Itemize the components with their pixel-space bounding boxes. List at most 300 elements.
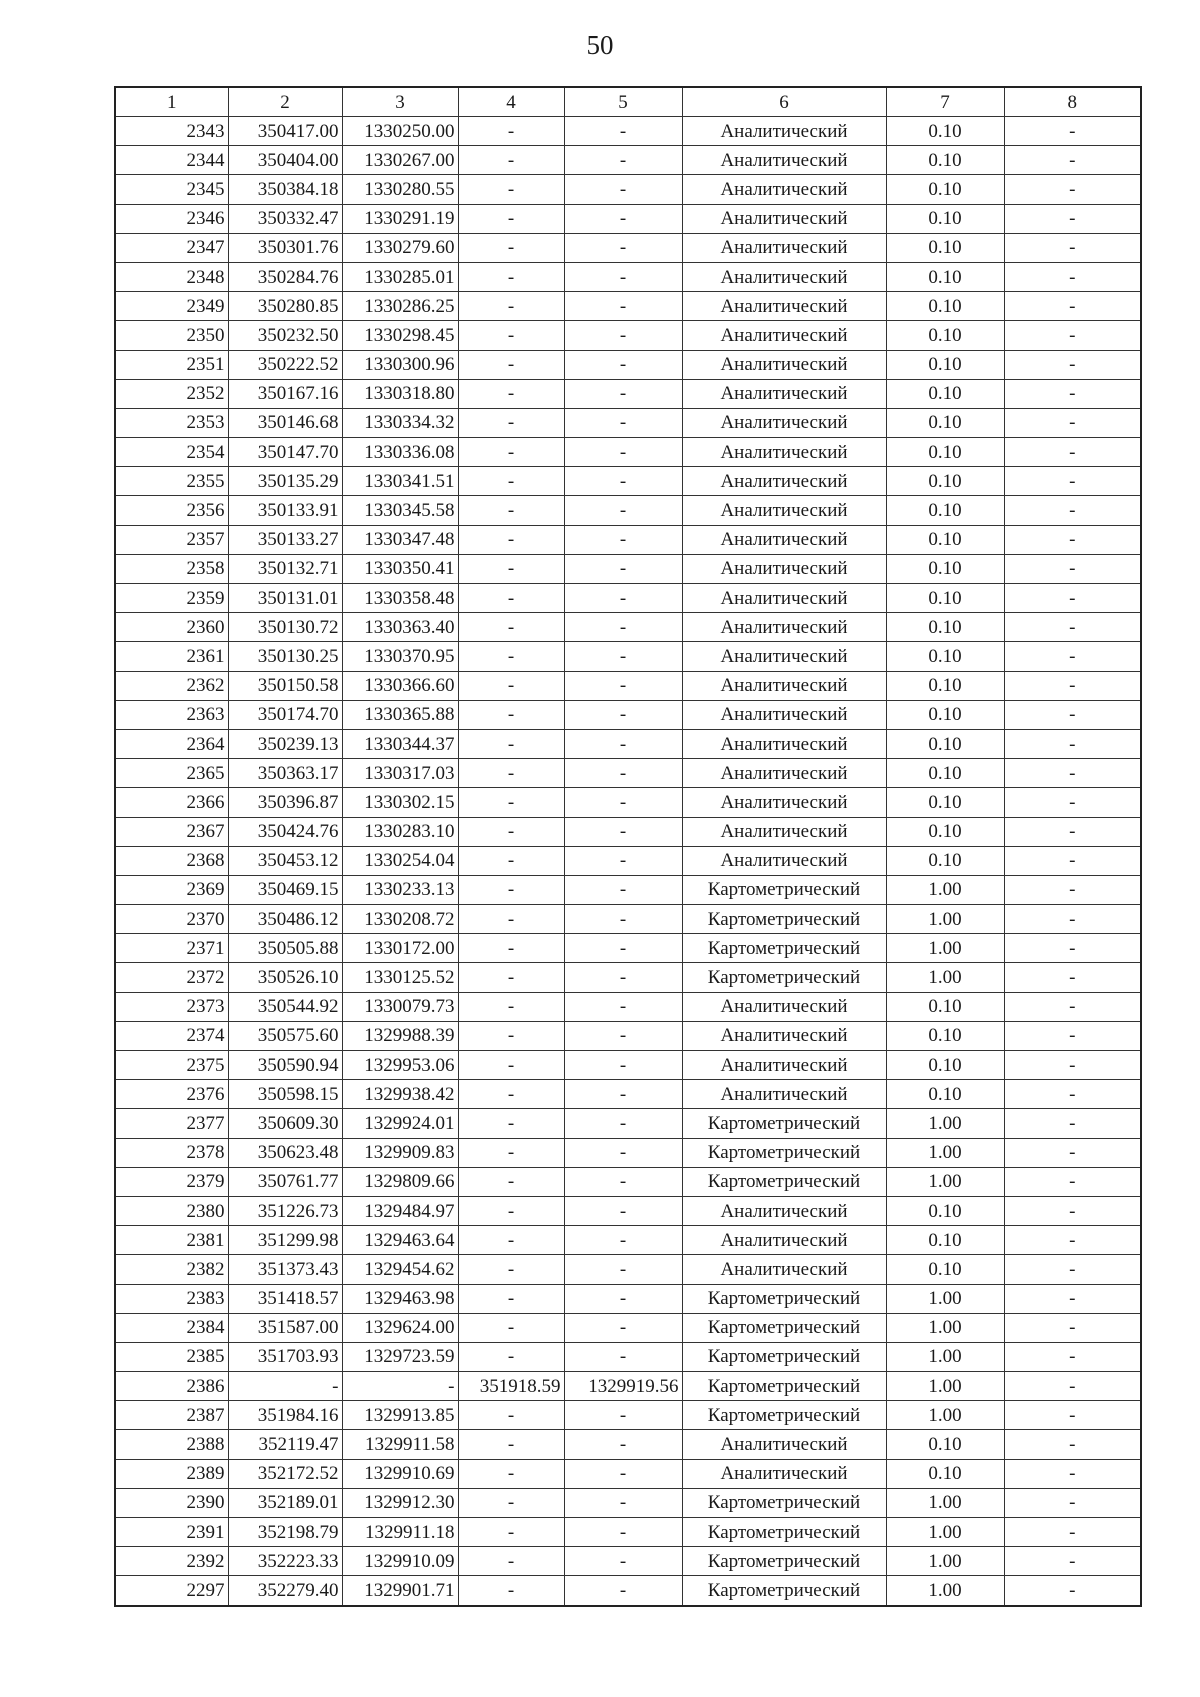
x-coordinate-cell: 350544.92 (228, 992, 342, 1021)
x-alt-coordinate-cell: - (458, 496, 564, 525)
x-alt-coordinate-cell: - (458, 1226, 564, 1255)
method-cell: Аналитический (682, 1459, 886, 1488)
x-coordinate-cell: 351299.98 (228, 1226, 342, 1255)
y-coordinate-cell: 1330208.72 (342, 905, 458, 934)
method-cell: Картометрический (682, 1342, 886, 1371)
x-alt-coordinate-cell: - (458, 175, 564, 204)
note-cell: - (1004, 817, 1141, 846)
point-number-cell: 2369 (115, 875, 228, 904)
point-number-cell: 2392 (115, 1547, 228, 1576)
accuracy-cell: 1.00 (886, 1488, 1004, 1517)
y-coordinate-cell: 1330291.19 (342, 204, 458, 233)
y-alt-coordinate-cell: - (564, 1226, 682, 1255)
table-row (115, 729, 1141, 758)
accuracy-cell: 0.10 (886, 1080, 1004, 1109)
table-row (115, 1226, 1141, 1255)
method-cell: Аналитический (682, 817, 886, 846)
table-row (115, 467, 1141, 496)
x-coordinate-cell: 351373.43 (228, 1255, 342, 1284)
accuracy-cell: 0.10 (886, 496, 1004, 525)
note-cell: - (1004, 700, 1141, 729)
method-cell: Картометрический (682, 1138, 886, 1167)
method-cell: Картометрический (682, 934, 886, 963)
accuracy-cell: 0.10 (886, 729, 1004, 758)
point-number-cell: 2351 (115, 350, 228, 379)
x-coordinate-cell: 350132.71 (228, 554, 342, 583)
method-cell: Картометрический (682, 1547, 886, 1576)
y-coordinate-cell: 1330172.00 (342, 934, 458, 963)
y-alt-coordinate-cell: - (564, 1021, 682, 1050)
x-alt-coordinate-cell: - (458, 875, 564, 904)
y-alt-coordinate-cell: - (564, 1488, 682, 1517)
point-number-cell: 2387 (115, 1401, 228, 1430)
method-cell: Картометрический (682, 875, 886, 904)
x-coordinate-cell: 350239.13 (228, 729, 342, 758)
y-coordinate-cell: 1329924.01 (342, 1109, 458, 1138)
point-number-cell: 2366 (115, 788, 228, 817)
y-alt-coordinate-cell: - (564, 467, 682, 496)
accuracy-cell: 0.10 (886, 379, 1004, 408)
x-coordinate-cell: 350575.60 (228, 1021, 342, 1050)
y-coordinate-cell: 1330363.40 (342, 613, 458, 642)
point-number-cell: 2349 (115, 292, 228, 321)
y-alt-coordinate-cell: - (564, 1284, 682, 1313)
accuracy-cell: 0.10 (886, 146, 1004, 175)
x-alt-coordinate-cell: - (458, 642, 564, 671)
y-alt-coordinate-cell: - (564, 292, 682, 321)
x-coordinate-cell: 350280.85 (228, 292, 342, 321)
method-cell: Аналитический (682, 292, 886, 321)
accuracy-cell: 0.10 (886, 1459, 1004, 1488)
column-header: 5 (564, 87, 682, 117)
y-alt-coordinate-cell: - (564, 963, 682, 992)
method-cell: Аналитический (682, 1430, 886, 1459)
x-coordinate-cell: 350150.58 (228, 671, 342, 700)
x-alt-coordinate-cell: - (458, 262, 564, 291)
note-cell: - (1004, 525, 1141, 554)
y-alt-coordinate-cell: - (564, 992, 682, 1021)
y-alt-coordinate-cell: - (564, 700, 682, 729)
table-row (115, 759, 1141, 788)
note-cell: - (1004, 846, 1141, 875)
method-cell: Картометрический (682, 905, 886, 934)
point-number-cell: 2385 (115, 1342, 228, 1371)
table-row (115, 1342, 1141, 1371)
note-cell: - (1004, 438, 1141, 467)
x-alt-coordinate-cell: - (458, 1196, 564, 1225)
y-coordinate-cell: 1330279.60 (342, 233, 458, 262)
y-coordinate-cell: 1330345.58 (342, 496, 458, 525)
table-row (115, 1401, 1141, 1430)
y-coordinate-cell: 1329988.39 (342, 1021, 458, 1050)
accuracy-cell: 0.10 (886, 846, 1004, 875)
note-cell: - (1004, 233, 1141, 262)
method-cell: Аналитический (682, 1051, 886, 1080)
table-row (115, 146, 1141, 175)
y-alt-coordinate-cell: - (564, 554, 682, 583)
y-coordinate-cell: 1329463.64 (342, 1226, 458, 1255)
point-number-cell: 2381 (115, 1226, 228, 1255)
y-coordinate-cell: 1330347.48 (342, 525, 458, 554)
method-cell: Аналитический (682, 788, 886, 817)
x-alt-coordinate-cell: - (458, 204, 564, 233)
method-cell: Аналитический (682, 759, 886, 788)
note-cell: - (1004, 292, 1141, 321)
accuracy-cell: 0.10 (886, 233, 1004, 262)
x-alt-coordinate-cell: - (458, 117, 564, 146)
accuracy-cell: 1.00 (886, 1547, 1004, 1576)
point-number-cell: 2361 (115, 642, 228, 671)
y-alt-coordinate-cell: - (564, 233, 682, 262)
method-cell: Аналитический (682, 1080, 886, 1109)
note-cell: - (1004, 1372, 1141, 1401)
x-coordinate-cell: 350146.68 (228, 408, 342, 437)
point-number-cell: 2380 (115, 1196, 228, 1225)
column-header: 6 (682, 87, 886, 117)
x-alt-coordinate-cell: - (458, 1080, 564, 1109)
method-cell: Аналитический (682, 846, 886, 875)
point-number-cell: 2365 (115, 759, 228, 788)
method-cell: Аналитический (682, 584, 886, 613)
table-row (115, 613, 1141, 642)
y-alt-coordinate-cell: - (564, 817, 682, 846)
method-cell: Аналитический (682, 117, 886, 146)
accuracy-cell: 1.00 (886, 1518, 1004, 1547)
point-number-cell: 2391 (115, 1518, 228, 1547)
point-number-cell: 2357 (115, 525, 228, 554)
x-coordinate-cell: 350147.70 (228, 438, 342, 467)
y-coordinate-cell: 1329911.58 (342, 1430, 458, 1459)
note-cell: - (1004, 1518, 1141, 1547)
x-alt-coordinate-cell: - (458, 1138, 564, 1167)
x-alt-coordinate-cell: 351918.59 (458, 1372, 564, 1401)
x-alt-coordinate-cell: - (458, 554, 564, 583)
y-coordinate-cell: 1330318.80 (342, 379, 458, 408)
point-number-cell: 2347 (115, 233, 228, 262)
table-row (115, 438, 1141, 467)
y-coordinate-cell: 1330350.41 (342, 554, 458, 583)
point-number-cell: 2343 (115, 117, 228, 146)
table-row (115, 1576, 1141, 1606)
y-alt-coordinate-cell: - (564, 496, 682, 525)
accuracy-cell: 1.00 (886, 905, 1004, 934)
y-coordinate-cell: - (342, 1372, 458, 1401)
y-alt-coordinate-cell: - (564, 1255, 682, 1284)
note-cell: - (1004, 1401, 1141, 1430)
table-row (115, 905, 1141, 934)
column-header: 1 (115, 87, 228, 117)
note-cell: - (1004, 554, 1141, 583)
method-cell: Аналитический (682, 438, 886, 467)
x-coordinate-cell: 350174.70 (228, 700, 342, 729)
method-cell: Картометрический (682, 963, 886, 992)
x-coordinate-cell: 350301.76 (228, 233, 342, 262)
accuracy-cell: 0.10 (886, 1226, 1004, 1255)
y-alt-coordinate-cell: - (564, 1459, 682, 1488)
method-cell: Аналитический (682, 204, 886, 233)
y-alt-coordinate-cell: - (564, 321, 682, 350)
x-alt-coordinate-cell: - (458, 788, 564, 817)
y-alt-coordinate-cell: - (564, 1138, 682, 1167)
note-cell: - (1004, 1196, 1141, 1225)
note-cell: - (1004, 496, 1141, 525)
accuracy-cell: 1.00 (886, 963, 1004, 992)
y-coordinate-cell: 1330298.45 (342, 321, 458, 350)
y-coordinate-cell: 1330250.00 (342, 117, 458, 146)
y-coordinate-cell: 1329901.71 (342, 1576, 458, 1606)
y-coordinate-cell: 1330334.32 (342, 408, 458, 437)
point-number-cell: 2374 (115, 1021, 228, 1050)
note-cell: - (1004, 350, 1141, 379)
note-cell: - (1004, 204, 1141, 233)
table-row (115, 379, 1141, 408)
y-alt-coordinate-cell: - (564, 1430, 682, 1459)
x-coordinate-cell: 350131.01 (228, 584, 342, 613)
x-coordinate-cell: 352223.33 (228, 1547, 342, 1576)
point-number-cell: 2383 (115, 1284, 228, 1313)
x-coordinate-cell: 350404.00 (228, 146, 342, 175)
note-cell: - (1004, 905, 1141, 934)
note-cell: - (1004, 146, 1141, 175)
point-number-cell: 2368 (115, 846, 228, 875)
x-coordinate-cell: 350232.50 (228, 321, 342, 350)
y-coordinate-cell: 1329938.42 (342, 1080, 458, 1109)
accuracy-cell: 0.10 (886, 1196, 1004, 1225)
method-cell: Аналитический (682, 175, 886, 204)
x-alt-coordinate-cell: - (458, 1255, 564, 1284)
x-coordinate-cell: 350332.47 (228, 204, 342, 233)
x-coordinate-cell: 350396.87 (228, 788, 342, 817)
y-alt-coordinate-cell: - (564, 379, 682, 408)
method-cell: Аналитический (682, 613, 886, 642)
y-alt-coordinate-cell: - (564, 438, 682, 467)
y-alt-coordinate-cell: - (564, 729, 682, 758)
y-alt-coordinate-cell: - (564, 117, 682, 146)
point-number-cell: 2350 (115, 321, 228, 350)
y-coordinate-cell: 1329454.62 (342, 1255, 458, 1284)
method-cell: Картометрический (682, 1313, 886, 1342)
accuracy-cell: 1.00 (886, 1576, 1004, 1606)
y-coordinate-cell: 1330344.37 (342, 729, 458, 758)
table-row (115, 1488, 1141, 1517)
note-cell: - (1004, 934, 1141, 963)
x-alt-coordinate-cell: - (458, 1547, 564, 1576)
note-cell: - (1004, 729, 1141, 758)
y-alt-coordinate-cell: 1329919.56 (564, 1372, 682, 1401)
accuracy-cell: 0.10 (886, 642, 1004, 671)
accuracy-cell: 0.10 (886, 1021, 1004, 1050)
y-alt-coordinate-cell: - (564, 525, 682, 554)
x-alt-coordinate-cell: - (458, 671, 564, 700)
y-alt-coordinate-cell: - (564, 584, 682, 613)
x-alt-coordinate-cell: - (458, 1576, 564, 1606)
y-alt-coordinate-cell: - (564, 1576, 682, 1606)
table-row (115, 875, 1141, 904)
y-alt-coordinate-cell: - (564, 1196, 682, 1225)
y-coordinate-cell: 1330280.55 (342, 175, 458, 204)
y-coordinate-cell: 1330336.08 (342, 438, 458, 467)
y-alt-coordinate-cell: - (564, 1313, 682, 1342)
method-cell: Картометрический (682, 1401, 886, 1430)
y-alt-coordinate-cell: - (564, 905, 682, 934)
note-cell: - (1004, 584, 1141, 613)
table-row (115, 671, 1141, 700)
x-coordinate-cell: 350609.30 (228, 1109, 342, 1138)
y-alt-coordinate-cell: - (564, 262, 682, 291)
accuracy-cell: 0.10 (886, 117, 1004, 146)
method-cell: Картометрический (682, 1518, 886, 1547)
table-row (115, 525, 1141, 554)
note-cell: - (1004, 1342, 1141, 1371)
point-number-cell: 2348 (115, 262, 228, 291)
x-coordinate-cell: 350130.72 (228, 613, 342, 642)
point-number-cell: 2358 (115, 554, 228, 583)
y-alt-coordinate-cell: - (564, 175, 682, 204)
y-alt-coordinate-cell: - (564, 1080, 682, 1109)
point-number-cell: 2352 (115, 379, 228, 408)
x-coordinate-cell: 350133.27 (228, 525, 342, 554)
y-coordinate-cell: 1329910.69 (342, 1459, 458, 1488)
x-coordinate-cell: 351703.93 (228, 1342, 342, 1371)
accuracy-cell: 1.00 (886, 1167, 1004, 1196)
note-cell: - (1004, 1255, 1141, 1284)
method-cell: Аналитический (682, 642, 886, 671)
table-body (115, 117, 1141, 1606)
x-coordinate-cell: 352119.47 (228, 1430, 342, 1459)
x-coordinate-cell: 350598.15 (228, 1080, 342, 1109)
x-alt-coordinate-cell: - (458, 1284, 564, 1313)
x-coordinate-cell: 350167.16 (228, 379, 342, 408)
table-row (115, 1430, 1141, 1459)
x-alt-coordinate-cell: - (458, 700, 564, 729)
table-row (115, 233, 1141, 262)
point-number-cell: 2372 (115, 963, 228, 992)
y-coordinate-cell: 1329723.59 (342, 1342, 458, 1371)
x-coordinate-cell: 350453.12 (228, 846, 342, 875)
point-number-cell: 2378 (115, 1138, 228, 1167)
point-number-cell: 2355 (115, 467, 228, 496)
x-coordinate-cell: 350424.76 (228, 817, 342, 846)
accuracy-cell: 0.10 (886, 204, 1004, 233)
accuracy-cell: 1.00 (886, 1284, 1004, 1313)
point-number-cell: 2344 (115, 146, 228, 175)
method-cell: Аналитический (682, 525, 886, 554)
method-cell: Аналитический (682, 233, 886, 262)
accuracy-cell: 1.00 (886, 1342, 1004, 1371)
note-cell: - (1004, 1488, 1141, 1517)
column-header: 2 (228, 87, 342, 117)
table-row (115, 350, 1141, 379)
note-cell: - (1004, 1430, 1141, 1459)
method-cell: Аналитический (682, 554, 886, 583)
x-alt-coordinate-cell: - (458, 992, 564, 1021)
note-cell: - (1004, 1547, 1141, 1576)
y-alt-coordinate-cell: - (564, 1051, 682, 1080)
y-coordinate-cell: 1330286.25 (342, 292, 458, 321)
note-cell: - (1004, 1167, 1141, 1196)
accuracy-cell: 0.10 (886, 1430, 1004, 1459)
table-row (115, 554, 1141, 583)
y-coordinate-cell: 1330300.96 (342, 350, 458, 379)
y-alt-coordinate-cell: - (564, 788, 682, 817)
table-row (115, 1372, 1141, 1401)
accuracy-cell: 0.10 (886, 759, 1004, 788)
x-alt-coordinate-cell: - (458, 1021, 564, 1050)
column-header: 8 (1004, 87, 1141, 117)
x-alt-coordinate-cell: - (458, 408, 564, 437)
x-alt-coordinate-cell: - (458, 1430, 564, 1459)
y-alt-coordinate-cell: - (564, 1167, 682, 1196)
method-cell: Аналитический (682, 321, 886, 350)
y-alt-coordinate-cell: - (564, 350, 682, 379)
method-cell: Аналитический (682, 1021, 886, 1050)
table-row (115, 642, 1141, 671)
accuracy-cell: 0.10 (886, 438, 1004, 467)
y-alt-coordinate-cell: - (564, 146, 682, 175)
x-coordinate-cell: 350486.12 (228, 905, 342, 934)
method-cell: Аналитический (682, 146, 886, 175)
y-alt-coordinate-cell: - (564, 1109, 682, 1138)
accuracy-cell: 0.10 (886, 175, 1004, 204)
note-cell: - (1004, 1226, 1141, 1255)
table-row (115, 846, 1141, 875)
accuracy-cell: 0.10 (886, 584, 1004, 613)
x-alt-coordinate-cell: - (458, 1342, 564, 1371)
accuracy-cell: 0.10 (886, 554, 1004, 583)
y-alt-coordinate-cell: - (564, 613, 682, 642)
y-coordinate-cell: 1330302.15 (342, 788, 458, 817)
table-row (115, 1196, 1141, 1225)
y-coordinate-cell: 1330283.10 (342, 817, 458, 846)
point-number-cell: 2362 (115, 671, 228, 700)
y-coordinate-cell: 1330254.04 (342, 846, 458, 875)
x-alt-coordinate-cell: - (458, 584, 564, 613)
point-number-cell: 2382 (115, 1255, 228, 1284)
y-coordinate-cell: 1330370.95 (342, 642, 458, 671)
table-row (115, 788, 1141, 817)
y-alt-coordinate-cell: - (564, 408, 682, 437)
y-coordinate-cell: 1330079.73 (342, 992, 458, 1021)
method-cell: Аналитический (682, 262, 886, 291)
x-alt-coordinate-cell: - (458, 438, 564, 467)
y-coordinate-cell: 1329809.66 (342, 1167, 458, 1196)
point-number-cell: 2363 (115, 700, 228, 729)
point-number-cell: 2386 (115, 1372, 228, 1401)
x-coordinate-cell: 350469.15 (228, 875, 342, 904)
table-row (115, 204, 1141, 233)
coordinates-table (114, 86, 1142, 1607)
table-row (115, 175, 1141, 204)
point-number-cell: 2354 (115, 438, 228, 467)
x-coordinate-cell: 352198.79 (228, 1518, 342, 1547)
point-number-cell: 2375 (115, 1051, 228, 1080)
y-alt-coordinate-cell: - (564, 1547, 682, 1576)
method-cell: Аналитический (682, 700, 886, 729)
note-cell: - (1004, 788, 1141, 817)
x-alt-coordinate-cell: - (458, 846, 564, 875)
x-coordinate-cell: 351226.73 (228, 1196, 342, 1225)
point-number-cell: 2353 (115, 408, 228, 437)
y-coordinate-cell: 1329463.98 (342, 1284, 458, 1313)
point-number-cell: 2379 (115, 1167, 228, 1196)
point-number-cell: 2367 (115, 817, 228, 846)
y-coordinate-cell: 1330358.48 (342, 584, 458, 613)
x-alt-coordinate-cell: - (458, 1051, 564, 1080)
x-alt-coordinate-cell: - (458, 350, 564, 379)
x-alt-coordinate-cell: - (458, 963, 564, 992)
x-alt-coordinate-cell: - (458, 233, 564, 262)
accuracy-cell: 1.00 (886, 1313, 1004, 1342)
